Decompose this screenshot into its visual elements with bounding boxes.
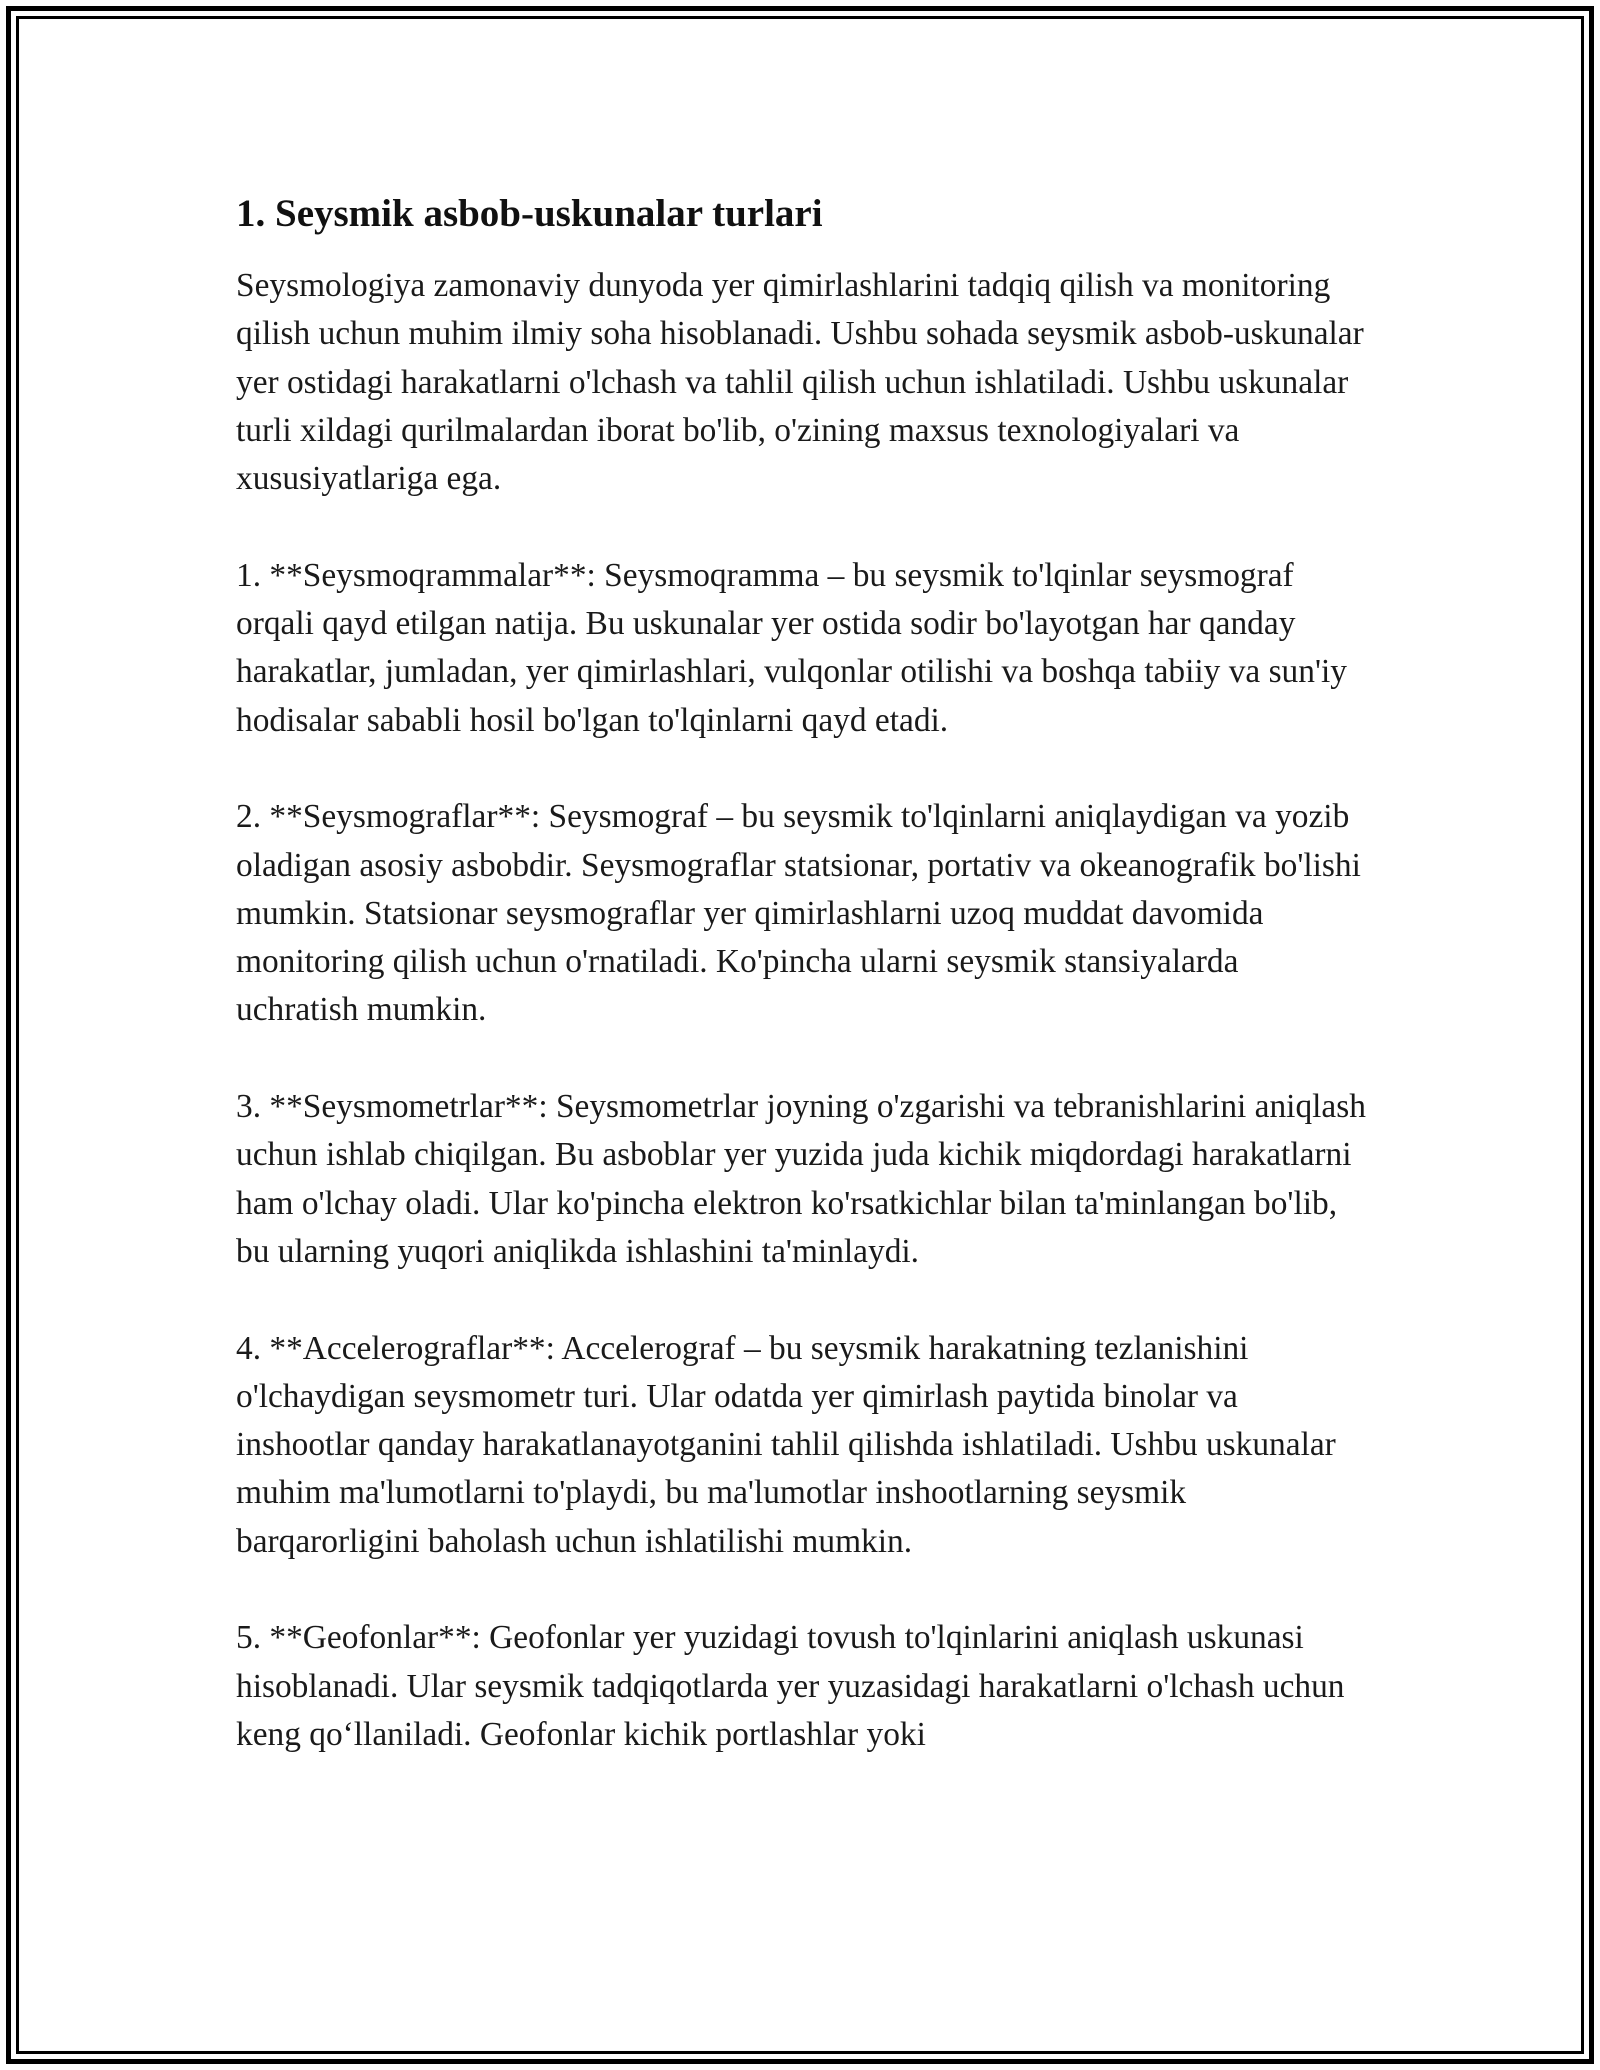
intro-paragraph: Seysmologiya zamonaviy dunyoda yer qimirlashlarini tadqiq qilish va monitoring qilish uchun muhim ilmiy soha hisoblanadi. Ushbu sohada seysmik asbob-uskunalar yer ostidagi harakatlarni o'lchash va tahlil qilish uchun ishlatiladi. Ushbu uskunalar turli xildagi qurilmalardan iborat bo'lib, o'zining maxsus texnologiyalari va xususiyatlariga ega. [236, 267, 1364, 498]
paragraph-accelerograflar: 4. **Accelerograflar**: Accelerograf – bu seysmik harakatning tezlanishini o'lchaydigan seysmometr turi. Ular odatda yer qimirlash paytida binolar va inshootlar qanday harakatlanayotganini tahlil qilishda ishlatiladi. Ushbu uskunalar muhim ma'lumotlarni to'playdi, bu ma'lumotlar inshootlarning seysmik barqarorligini baholash uchun ishlatilishi mumkin. [236, 1329, 1336, 1560]
paragraph-seysmometrlar: 3. **Seysmometrlar**: Seysmometrlar joyning o'zgarishi va tebranishlarini aniqlash uchun ishlab chiqilgan. Bu asboblar yer yuzida juda kichik miqdordagi harakatlarni ham o'lchay oladi. Ular ko'pincha elektron ko'rsatkichlar bilan ta'minlangan bo'lib, bu ularning yuqori aniqlikda ishlashini ta'minlaydi. [236, 1088, 1366, 1270]
paragraph-seysmograflar: 2. **Seysmograflar**: Seysmograf – bu seysmik to'lqinlarni aniqlaydigan va yozib oladigan asosiy asbobdir. Seysmograflar statsionar, portativ va okeanografik bo'lishi mumkin. Statsionar seysmograflar yer qimirlashlarni uzoq muddat davomida monitoring qilish uchun o'rnatiladi. Ko'pincha ularni seysmik stansiyalarda uchratish mumkin. [236, 798, 1361, 1029]
document-page [236, 188, 1366, 1808]
paragraph-geofonlar: 5. **Geofonlar**: Geofonlar yer yuzidagi tovush to'lqinlarini aniqlash uskunasi hisoblanadi. Ular seysmik tadqiqotlarda yer yuzasidagi harakatlarni o'lchash uchun keng qo‘llaniladi. Geofonlar kichik portlashlar yoki [236, 1619, 1345, 1753]
document-title: 1. Seysmik asbob-uskunalar turlari [236, 192, 823, 235]
paragraph-seysmoqrammalar: 1. **Seysmoqrammalar**: Seysmoqramma – bu seysmik to'lqinlar seysmograf orqali qayd etilgan natija. Bu uskunalar yer ostida sodir bo'layotgan har qanday harakatlar, jumladan, yer qimirlashlari, vulqonlar otilishi va boshqa tabiiy va sun'iy hodisalar sababli hosil bo'lgan to'lqinlarni qayd etadi. [236, 556, 1347, 739]
